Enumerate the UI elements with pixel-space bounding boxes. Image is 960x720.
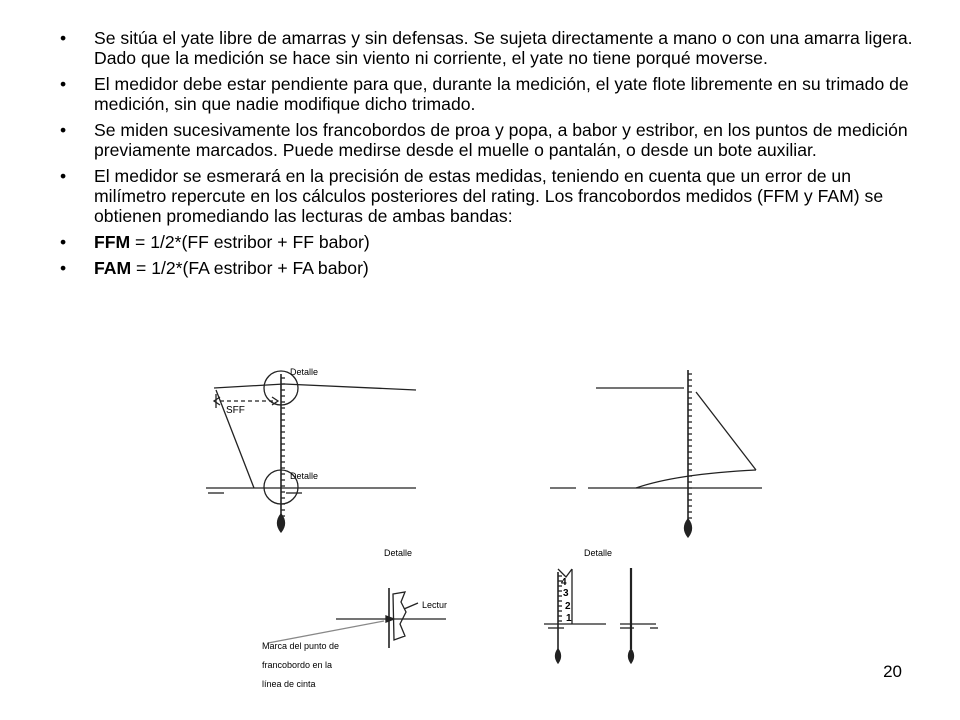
mark-triangle-icon xyxy=(386,616,394,622)
plumb-weight-icon xyxy=(685,519,692,537)
panel-stern-freeboard xyxy=(550,370,762,537)
marca-label-line: Marca del punto de xyxy=(262,641,340,651)
lectura-label: Lectur xyxy=(422,600,448,610)
formula-expression: = 1/2*(FA estribor + FA babor) xyxy=(131,258,369,278)
marca-label-line: francobordo en la xyxy=(262,660,333,670)
bullet-text: Se sitúa el yate libre de amarras y sin defensas. Se sujeta directamente a mano o con una amarra ligera. Dado que la medición se hace sin viento ni corriente, el yate no tiene porqué moverse. xyxy=(94,28,913,68)
panel-bow-freeboard xyxy=(206,371,416,532)
formula-expression: = 1/2*(FF estribor + FF babor) xyxy=(130,232,370,252)
plumb-weight-icon xyxy=(556,649,561,663)
sff-label: SFF xyxy=(226,405,245,416)
detalle-label: Detalle xyxy=(290,367,319,377)
bullet-item xyxy=(56,120,916,160)
bullet-text: El medidor debe estar pendiente para que, durante la medición, el yate flote libremente en su trimado de medición, sin que nadie modifique dicho trimado. xyxy=(94,74,909,114)
freeboard-measurement-figure xyxy=(206,366,762,706)
callout-line xyxy=(268,621,384,643)
scale-digit: 2 xyxy=(565,601,571,612)
hull-section xyxy=(393,592,406,640)
hull-curve xyxy=(636,470,756,488)
bullet-item xyxy=(56,166,916,226)
bullet-item xyxy=(56,28,916,68)
detalle-label: Detalle xyxy=(290,471,319,481)
marca-label-line: línea de cinta xyxy=(262,679,316,689)
deck-line xyxy=(214,384,284,388)
plumb-weight-icon xyxy=(278,514,285,532)
plumb-weight-icon xyxy=(629,649,634,663)
formula-term: FFM xyxy=(94,232,131,252)
sheer-line xyxy=(284,384,416,390)
scale-digit: 4 xyxy=(561,577,567,588)
formula-fam xyxy=(56,258,916,278)
formula-ffm xyxy=(56,232,916,252)
figure-svg xyxy=(206,366,762,706)
formula-term: FAM xyxy=(94,258,132,278)
detalle-label: Detalle xyxy=(584,548,613,558)
transom-line xyxy=(696,392,756,470)
bullet-text: El medidor se esmerará en la precisión de estas medidas, teniendo en cuenta que un error de un milímetro repercute en los cálculos posteriores del rating. Los francobordos medidos (FFM y FAM) se obtienen promediando las lecturas de ambas bandas: xyxy=(94,166,884,226)
bullet-list xyxy=(56,28,916,284)
detalle-label: Detalle xyxy=(384,548,413,558)
scale-digit: 1 xyxy=(566,613,572,624)
arrow-left-icon xyxy=(214,397,220,405)
bullet-item xyxy=(56,74,916,114)
detail-reading-mark xyxy=(268,588,446,648)
scale-digit: 3 xyxy=(563,588,569,599)
reading-arrow xyxy=(404,603,418,609)
page-number: 20 xyxy=(883,662,902,681)
bullet-text: Se miden sucesivamente los francobordos de proa y popa, a babor y estribor, en los puntos de medición previamente marcados. Puede medirse desde el muelle o pantalán, o desde un bote auxiliar. xyxy=(94,120,908,160)
